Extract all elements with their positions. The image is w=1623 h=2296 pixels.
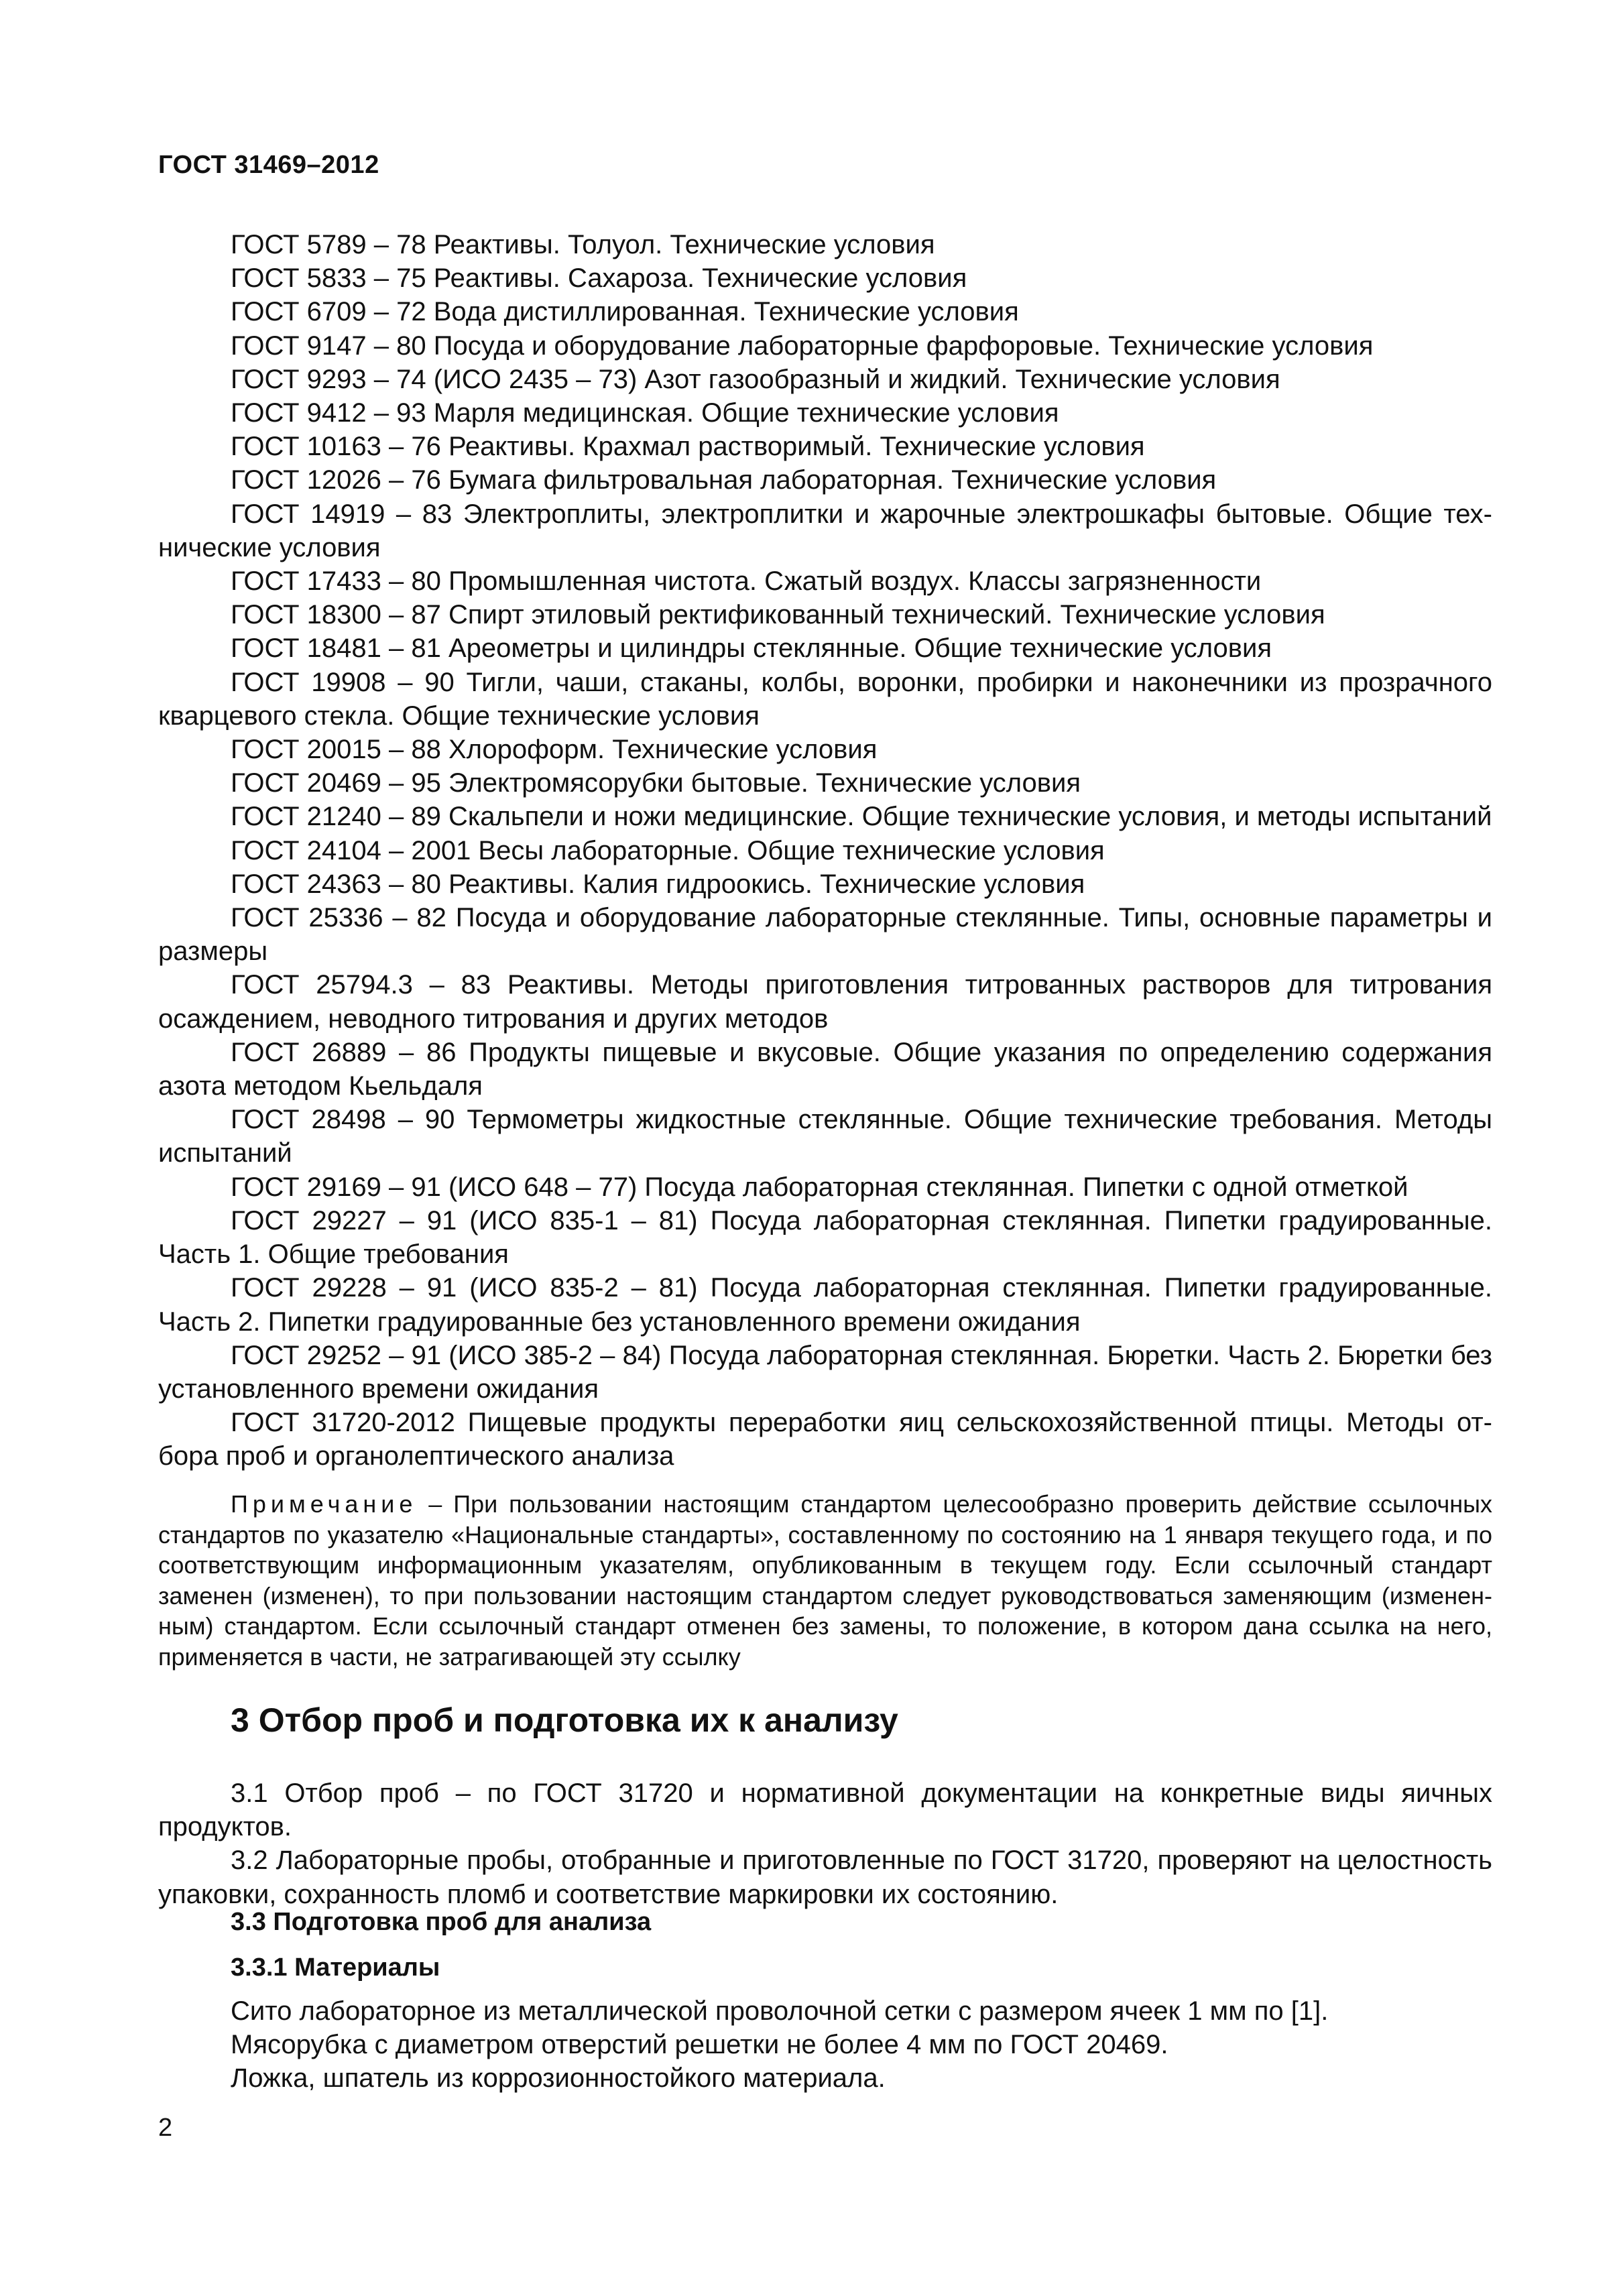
- reference-item: ГОСТ 5833 – 75 Реактивы. Сахароза. Технические условия: [231, 263, 967, 294]
- reference-item: ГОСТ 26889 – 86 Продукты пищевые и вкусовые. Общие указания по определению содержания азота методом Кьельдаля: [158, 1037, 1492, 1101]
- reference-item: ГОСТ 20469 – 95 Электромясорубки бытовые. Технические условия: [231, 768, 1081, 798]
- note-text: – При пользовании настоящим стандартом целесообразно проверить действие ссылочных стандартов по указателю «Национальные стандарты», составленному по состоянию на 1 января текущего года, и по соответствующим информационным указателям, опубликованным в текущем году. Если ссылочный стандарт заменен (изменен), то при пользовании настоящим стандартом следует руководствоваться заменяющим (измененным) стандартом. Если ссылочный стандарт отменен без замены, то положение, в котором дана ссылка на него, применяется в части, не затрагивающей эту ссылку: [158, 1490, 1492, 1671]
- reference-item: ГОСТ 29252 – 91 (ИСО 385-2 – 84) Посуда лабораторная стеклянная. Бюретки. Часть 2. Бюретки без установленного времени ожидания: [158, 1340, 1492, 1404]
- reference-item: ГОСТ 9412 – 93 Марля медицинская. Общие технические условия: [231, 398, 1059, 428]
- section-body: [158, 1776, 1492, 1911]
- reference-item: ГОСТ 19908 – 90 Тигли, чаши, стаканы, колбы, воронки, пробирки и наконечники из прозрачного кварцевого стекла. Общие технические условия: [158, 667, 1492, 731]
- reference-item: ГОСТ 29228 – 91 (ИСО 835-2 – 81) Посуда лабораторная стеклянная. Пипетки градуированные. Часть 2. Пипетки градуированные без установленного времени ожидания: [158, 1273, 1492, 1337]
- reference-item: ГОСТ 24363 – 80 Реактивы. Калия гидроокись. Технические условия: [231, 869, 1085, 899]
- material-item: Сито лабораторное из металлической проволочной сетки с размером ячеек 1 мм по [1].: [231, 1996, 1329, 2026]
- reference-item: ГОСТ 17433 – 80 Промышленная чистота. Сжатый воздух. Классы загрязненности: [231, 566, 1262, 597]
- paragraph-3-2: 3.2 Лабораторные пробы, отобранные и приготовленные по ГОСТ 31720, проверяют на целостность упаковки, сохранность пломб и соответствие маркировки их состоянию.: [158, 1846, 1492, 1909]
- page-number: 2: [158, 2114, 173, 2142]
- materials-list: [158, 1994, 1492, 2096]
- section-title: 3 Отбор проб и подготовка их к анализу: [231, 1701, 898, 1739]
- paragraph-3-1: 3.1 Отбор проб – по ГОСТ 31720 и нормативной документации на конкретные виды яичных продуктов.: [158, 1778, 1492, 1842]
- reference-item: ГОСТ 20015 – 88 Хлороформ. Технические условия: [231, 735, 878, 765]
- reference-item: ГОСТ 18481 – 81 Ареометры и цилиндры стеклянные. Общие технические условия: [231, 633, 1272, 664]
- reference-item: ГОСТ 24104 – 2001 Весы лабораторные. Общие технические условия: [231, 835, 1105, 865]
- reference-item: ГОСТ 25794.3 – 83 Реактивы. Методы приготовления титрованных растворов для титрования осаждением, неводного титрования и других методов: [158, 970, 1492, 1034]
- reference-item: ГОСТ 9147 – 80 Посуда и оборудование лабораторные фарфоровые. Технические условия: [231, 330, 1374, 361]
- reference-item: ГОСТ 10163 – 76 Реактивы. Крахмал растворимый. Технические условия: [231, 432, 1145, 462]
- reference-item: ГОСТ 28498 – 90 Термометры жидкостные стеклянные. Общие технические требования. Методы испытаний: [158, 1105, 1492, 1168]
- subsection-title-3-3-1: 3.3.1 Материалы: [231, 1953, 440, 1982]
- normative-references-list: [158, 228, 1492, 1473]
- note-paragraph: [158, 1489, 1492, 1673]
- reference-item: ГОСТ 12026 – 76 Бумага фильтровальная лабораторная. Технические условия: [231, 465, 1217, 495]
- reference-item: ГОСТ 9293 – 74 (ИСО 2435 – 73) Азот газообразный и жидкий. Технические условия: [231, 364, 1280, 394]
- reference-item: ГОСТ 21240 – 89 Скальпели и ножи медицинские. Общие технические условия, и методы испытаний: [231, 802, 1492, 832]
- reference-item: ГОСТ 29169 – 91 (ИСО 648 – 77) Посуда лабораторная стеклянная. Пипетки с одной отметкой: [231, 1172, 1408, 1202]
- note-label: Примечание: [231, 1490, 418, 1518]
- reference-item: ГОСТ 14919 – 83 Электроплиты, электроплитки и жарочные электрошкафы бытовые. Общие технические условия: [158, 499, 1492, 562]
- reference-item: ГОСТ 18300 – 87 Спирт этиловый ректификованный технический. Технические условия: [231, 600, 1325, 630]
- material-item: Мясорубка с диаметром отверстий решетки не более 4 мм по ГОСТ 20469.: [231, 2030, 1168, 2060]
- reference-item: ГОСТ 25336 – 82 Посуда и оборудование лабораторные стеклянные. Типы, основные параметры и размеры: [158, 903, 1492, 967]
- subsection-title-3-3: 3.3 Подготовка проб для анализа: [231, 1908, 652, 1936]
- reference-item: ГОСТ 5789 – 78 Реактивы. Толуол. Технические условия: [231, 230, 935, 259]
- reference-item: ГОСТ 6709 – 72 Вода дистиллированная. Технические условия: [231, 297, 1019, 327]
- reference-item: ГОСТ 29227 – 91 (ИСО 835-1 – 81) Посуда лабораторная стеклянная. Пипетки градуированные. Часть 1. Общие требования: [158, 1205, 1492, 1270]
- reference-item: ГОСТ 31720-2012 Пищевые продукты переработки яиц сельскохозяйственной птицы. Методы отбора проб и органолептического анализа: [158, 1408, 1492, 1471]
- document-header: ГОСТ 31469–2012: [158, 151, 379, 179]
- material-item: Ложка, шпатель из коррозионностойкого материала.: [231, 2063, 886, 2094]
